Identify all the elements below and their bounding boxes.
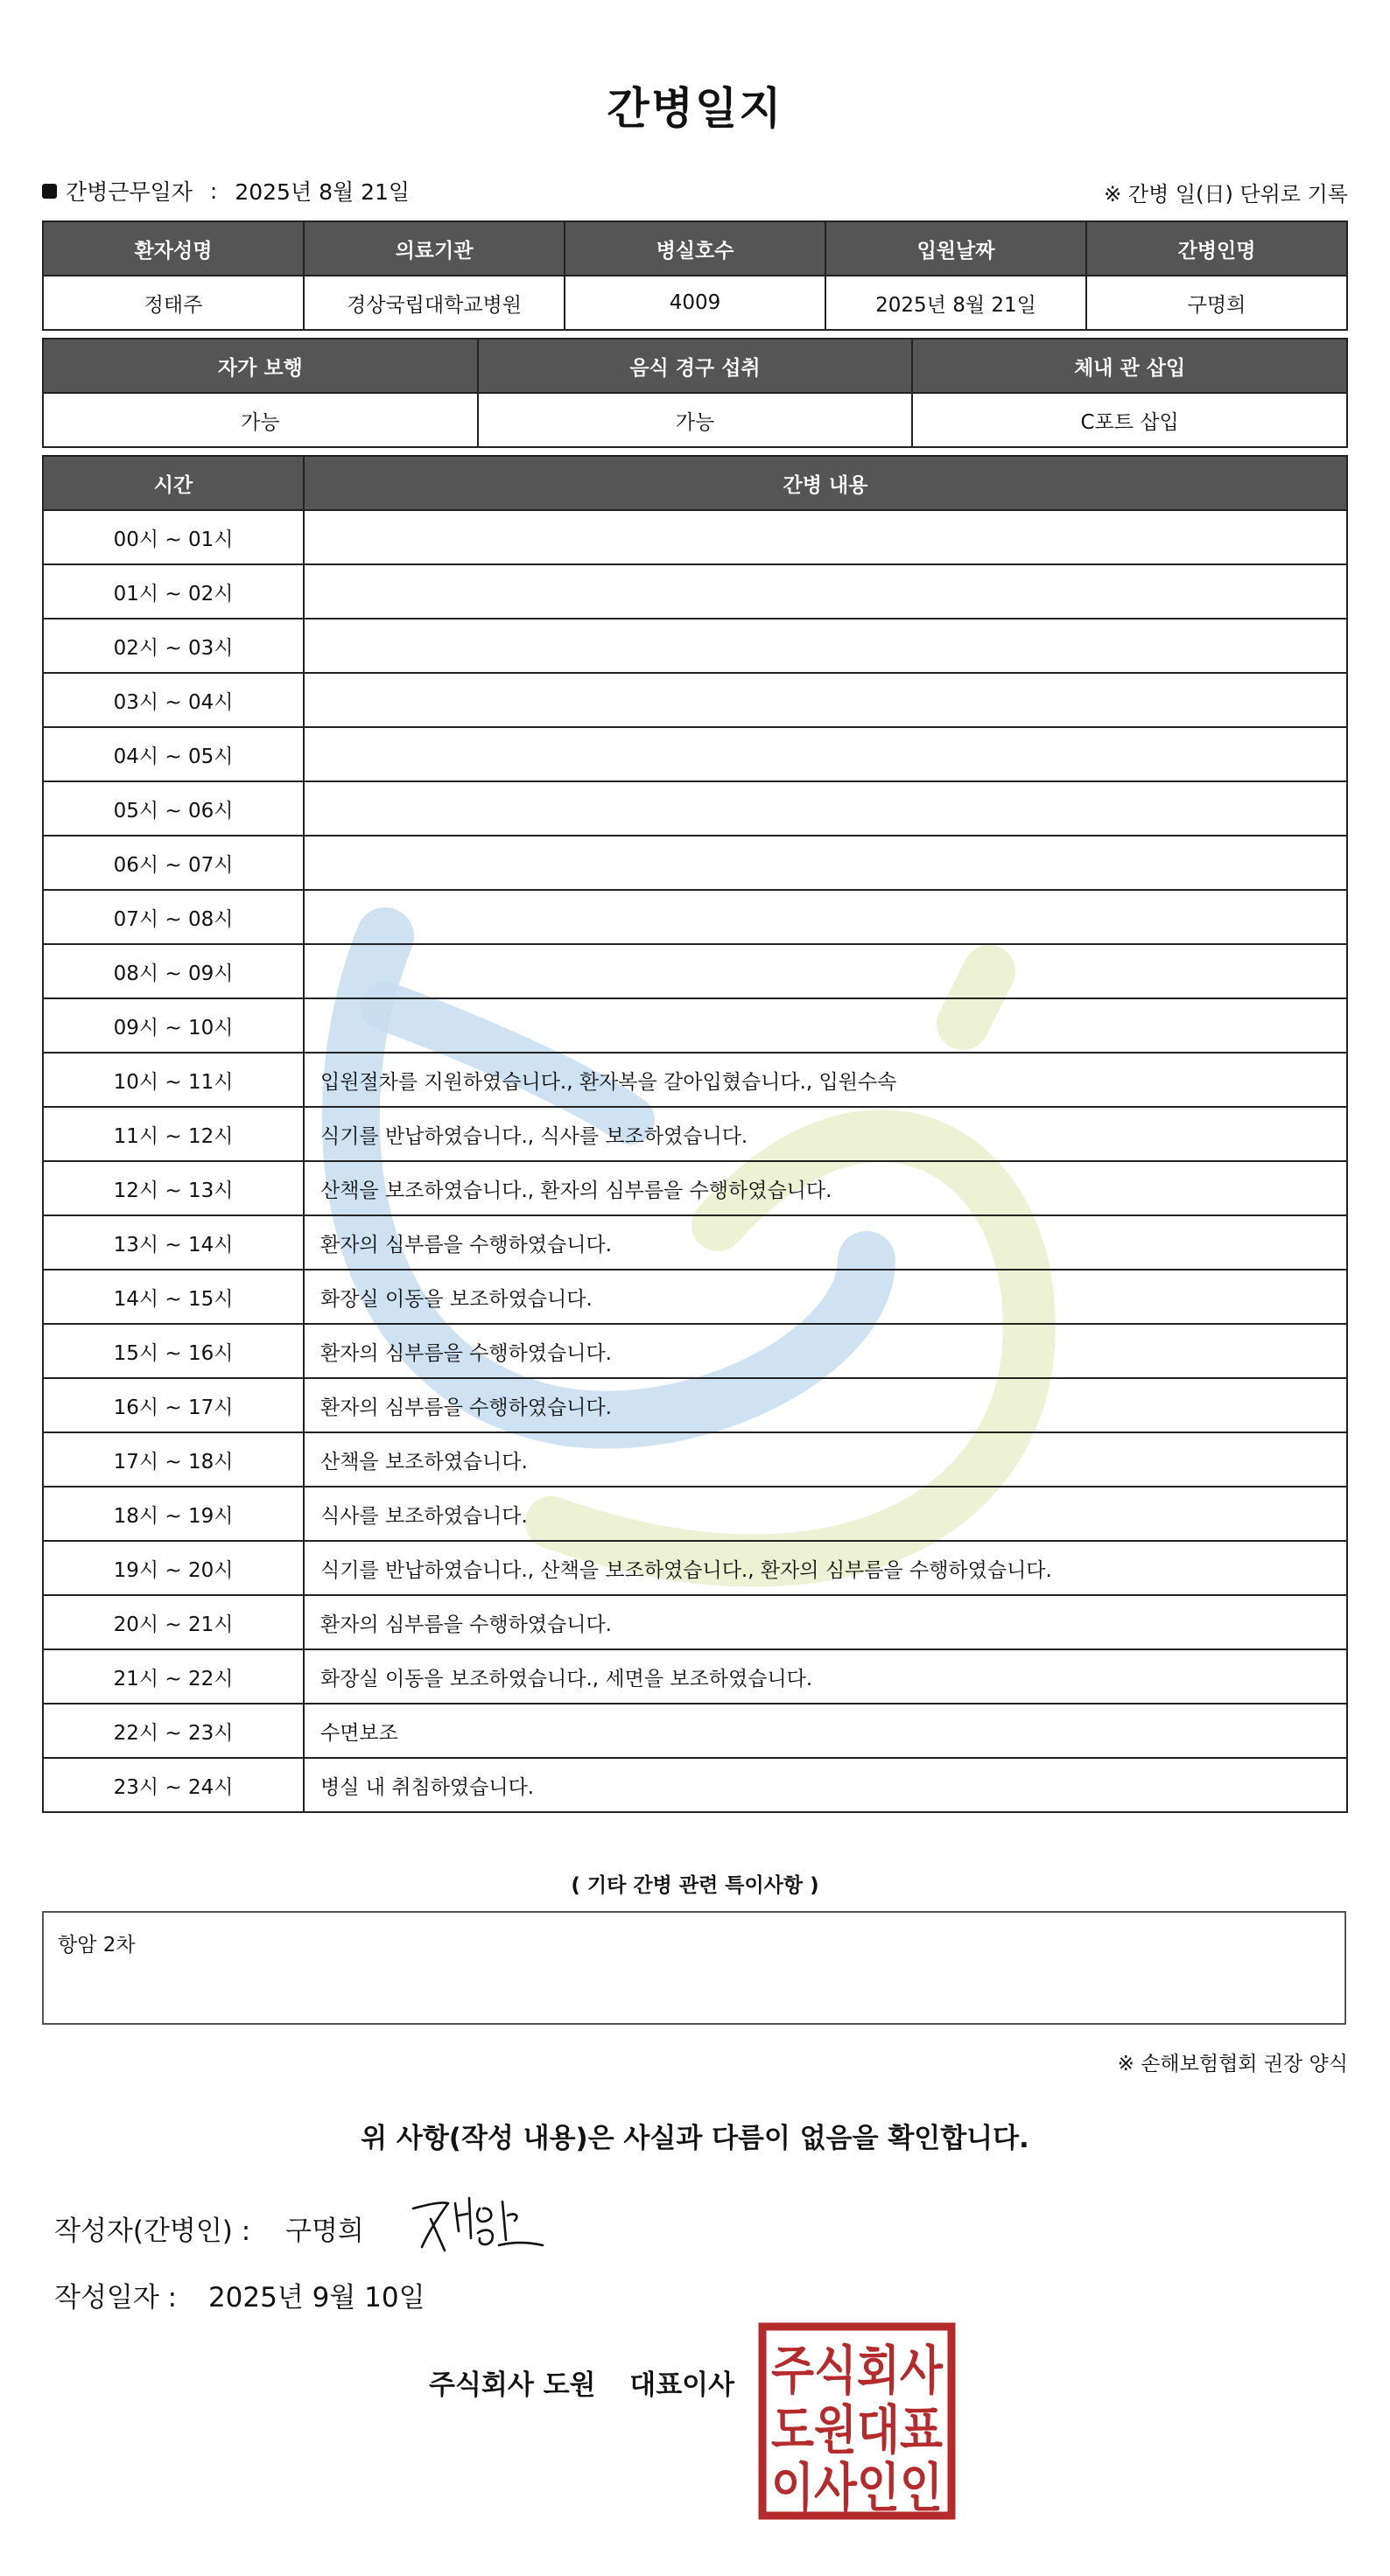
author-name: 구명희 [285,2216,364,2247]
log-time: 16시 ~ 17시 [43,1378,304,1432]
header-oral-intake: 음식 경구 섭취 [478,339,913,393]
log-time: 03시 ~ 04시 [43,673,304,727]
header-hospital: 의료기관 [304,221,565,276]
log-time: 07시 ~ 08시 [43,890,304,944]
log-time: 19시 ~ 20시 [43,1541,304,1595]
log-time: 06시 ~ 07시 [43,836,304,890]
header-time: 시간 [43,456,304,510]
seal-text-line: 도원대표 [771,2400,944,2461]
table-row [43,1378,1347,1432]
table-row [43,673,1347,727]
table-row [43,836,1347,890]
notes-label: ( 기타 간병 관련 특이사항 ) [571,1874,819,1897]
table-row [43,944,1347,998]
room-number: 4009 [565,276,825,330]
table-row [43,1541,1347,1595]
notes-box [42,1911,1346,2025]
log-content: 입원절차를 지원하였습니다., 환자복을 갈아입혔습니다., 입원수속 [304,1053,1347,1107]
admission-date: 2025년 8월 21일 [825,276,1086,330]
log-content: 식기를 반납하였습니다., 식사를 보조하였습니다. [304,1107,1347,1161]
table-row [43,1649,1347,1704]
log-time: 17시 ~ 18시 [43,1432,304,1487]
patient-value-row [43,276,1347,330]
log-content: 환자의 심부름을 수행하였습니다. [304,1378,1347,1432]
log-content: 환자의 심부름을 수행하였습니다. [304,1595,1347,1649]
log-content: 환자의 심부름을 수행하였습니다. [304,1215,1347,1270]
table-row [43,1487,1347,1541]
patient-info-table [42,220,1348,331]
status-header-row [43,339,1347,393]
written-date-value: 2025년 9월 10일 [207,2282,425,2314]
log-content [304,564,1347,619]
header-self-walking: 자가 보행 [43,339,478,393]
company-seal [758,2322,956,2520]
oral-intake-value: 가능 [478,393,913,447]
square-bullet-icon [42,184,57,199]
work-date-info [42,175,410,206]
log-time: 11시 ~ 12시 [43,1107,304,1161]
page-title: 간병일지 [607,83,783,134]
patient-name: 정태주 [43,276,304,330]
status-value-row [43,393,1347,447]
table-row [43,1053,1347,1107]
log-content [304,781,1347,836]
work-date-separator: : [209,178,218,204]
log-header-row [43,456,1347,510]
confirmation-statement: 위 사항(작성 내용)은 사실과 다름이 없음을 확인합니다. [361,2123,1029,2154]
handwritten-signature [404,2189,553,2259]
table-row [43,564,1347,619]
notes-text: 항암 2차 [58,1934,136,1956]
log-content [304,727,1347,781]
seal-text-line: 주식회사 [771,2341,944,2402]
table-row [43,1758,1347,1812]
header-patient-name: 환자성명 [43,221,304,276]
log-content: 화장실 이동을 보조하였습니다. [304,1270,1347,1324]
log-time: 15시 ~ 16시 [43,1324,304,1378]
written-date-line [54,2275,425,2314]
work-date-value: 2025년 8월 21일 [235,179,411,205]
tube-insertion-value: C포트 삽입 [912,393,1347,447]
table-row [43,1704,1347,1758]
form-note: ※ 손해보험협회 권장 양식 [1117,2053,1348,2076]
log-time: 22시 ~ 23시 [43,1704,304,1758]
header-room: 병실호수 [565,221,825,276]
author-label: 작성자(간병인) : [54,2216,251,2247]
header-care-content: 간병 내용 [304,456,1347,510]
log-time: 00시 ~ 01시 [43,510,304,564]
log-content [304,673,1347,727]
work-date-label: 간병근무일자 [66,179,193,205]
log-content [304,836,1347,890]
company-role: 대표이사 [629,2370,735,2401]
log-time: 23시 ~ 24시 [43,1758,304,1812]
company-line [429,2362,734,2402]
log-time: 01시 ~ 02시 [43,564,304,619]
log-time: 21시 ~ 22시 [43,1649,304,1704]
log-content: 식사를 보조하였습니다. [304,1487,1347,1541]
table-row [43,619,1347,673]
table-row [43,510,1347,564]
table-row [43,998,1347,1053]
log-content: 수면보조 [304,1704,1347,1758]
table-row [43,781,1347,836]
log-time: 13시 ~ 14시 [43,1215,304,1270]
log-time: 12시 ~ 13시 [43,1161,304,1215]
table-row [43,1161,1347,1215]
log-time: 14시 ~ 15시 [43,1270,304,1324]
table-row [43,1215,1347,1270]
author-line [54,2208,364,2248]
caregiver-name: 구명희 [1086,276,1347,330]
table-row [43,1270,1347,1324]
header-admission-date: 입원날짜 [825,221,1086,276]
log-content [304,998,1347,1053]
log-content: 산책을 보조하였습니다., 환자의 심부름을 수행하였습니다. [304,1161,1347,1215]
record-unit-note: ※ 간병 일(日) 단위로 기록 [1104,182,1348,206]
log-time: 18시 ~ 19시 [43,1487,304,1541]
hospital-name: 경상국립대학교병원 [304,276,565,330]
log-content: 병실 내 취침하였습니다. [304,1758,1347,1812]
company-name: 주식회사 도원 [429,2370,596,2401]
table-row [43,727,1347,781]
table-row [43,1107,1347,1161]
log-content: 산책을 보조하였습니다. [304,1432,1347,1487]
log-time: 05시 ~ 06시 [43,781,304,836]
written-date-label: 작성일자 : [54,2282,178,2314]
log-time: 09시 ~ 10시 [43,998,304,1053]
log-rows [43,510,1347,1812]
log-content: 식기를 반납하였습니다., 산책을 보조하였습니다., 환자의 심부름을 수행하였습니다. [304,1541,1347,1595]
log-content: 화장실 이동을 보조하였습니다., 세면을 보조하였습니다. [304,1649,1347,1704]
log-content [304,890,1347,944]
log-time: 02시 ~ 03시 [43,619,304,673]
log-time: 10시 ~ 11시 [43,1053,304,1107]
log-content [304,944,1347,998]
patient-header-row [43,221,1347,276]
table-row [43,890,1347,944]
log-content [304,510,1347,564]
care-log-table [42,455,1348,1813]
self-walking-value: 가능 [43,393,478,447]
header-caregiver-name: 간병인명 [1086,221,1347,276]
patient-status-table [42,338,1348,448]
log-time: 04시 ~ 05시 [43,727,304,781]
log-content: 환자의 심부름을 수행하였습니다. [304,1324,1347,1378]
header-tube-insertion: 체내 관 삽입 [912,339,1347,393]
log-time: 20시 ~ 21시 [43,1595,304,1649]
table-row [43,1595,1347,1649]
table-row [43,1324,1347,1378]
log-time: 08시 ~ 09시 [43,944,304,998]
seal-text-line: 이사인인 [771,2458,943,2519]
table-row [43,1432,1347,1487]
log-content [304,619,1347,673]
